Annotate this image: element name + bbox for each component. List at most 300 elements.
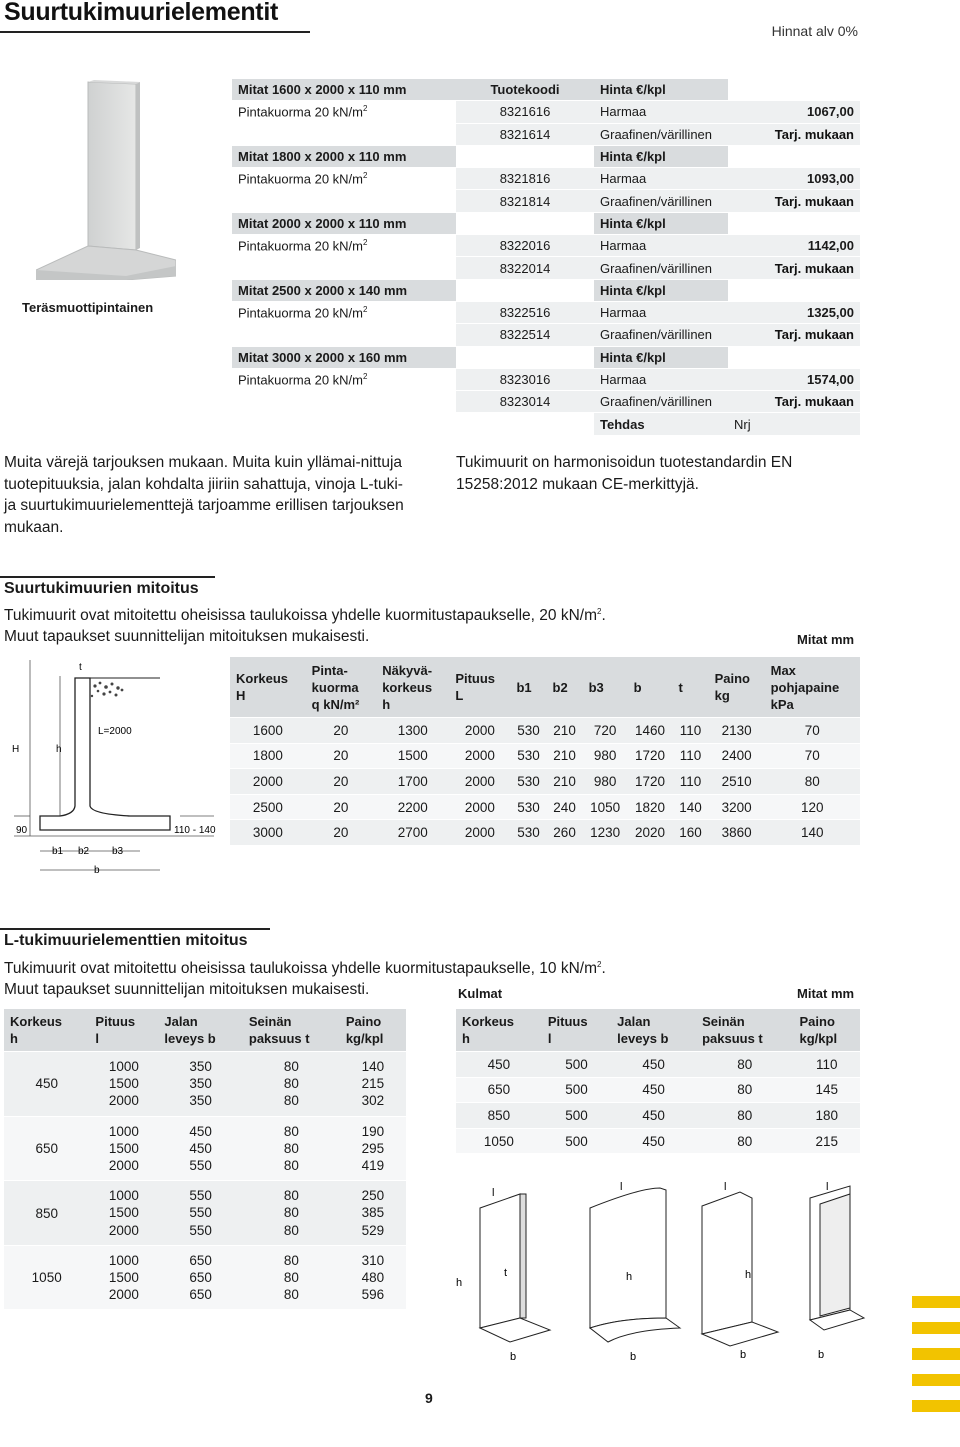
corner-cell: 500 (542, 1052, 611, 1077)
dim-cell: 20 (306, 820, 377, 845)
dim-header-line: kPa (770, 696, 794, 712)
diagram-label-t: t (79, 662, 82, 673)
dim-cell: 120 (765, 795, 860, 820)
l-value: 295 (361, 1140, 385, 1156)
l-value: 450 (189, 1123, 212, 1139)
sketch1-l: l (492, 1187, 495, 1199)
l-header-cell (4, 1009, 89, 1051)
sketch3-b: b (740, 1349, 747, 1360)
product-price: Tarj. mukaan (728, 324, 860, 345)
dim-cell: 1300 (376, 718, 449, 743)
l-header-line: h (462, 1031, 470, 1046)
l-stack-cell (340, 1052, 406, 1116)
cross-section-diagram (0, 656, 225, 881)
dim-header-cell (709, 657, 765, 717)
sketch4-l: l (826, 1181, 829, 1193)
l-value: 80 (283, 1093, 299, 1109)
dim-cell: 260 (547, 820, 583, 845)
l-value: 80 (283, 1076, 299, 1092)
product-price: Tarj. mukaan (728, 257, 860, 278)
dimension-table (230, 656, 860, 846)
dim-header-cell (376, 657, 449, 717)
dim-cell: 110 (673, 769, 709, 794)
diagram-label-b1: b1 (52, 846, 64, 857)
product-code: 8321816 (456, 168, 594, 189)
dim-header-cell (510, 657, 546, 717)
dim-cell: 2000 (230, 769, 306, 794)
diagram-label-b3: b3 (112, 846, 124, 857)
dim-header-line: b (633, 679, 642, 695)
l-section-text (4, 954, 606, 1000)
corner-cell: 80 (696, 1078, 793, 1103)
load-sup: 2 (363, 371, 368, 381)
price-group-header (232, 280, 860, 301)
l-value: 1000 (108, 1188, 139, 1204)
load-label (232, 168, 456, 189)
code-header (456, 280, 594, 301)
dim-header-cell (628, 657, 673, 717)
dim-cell: 80 (765, 769, 860, 794)
l-value: 480 (361, 1270, 385, 1286)
price-row (232, 235, 860, 256)
dim-header-line: t (678, 679, 683, 695)
dim-row (230, 744, 860, 769)
price-row (232, 324, 860, 345)
l-header-line: Pituus (547, 1014, 588, 1029)
corner-cell: 80 (696, 1103, 793, 1128)
price-row (232, 168, 860, 189)
product-code: 8321814 (456, 190, 594, 211)
dim-header-line: Max (770, 662, 796, 678)
l-header-cell (611, 1009, 696, 1051)
dim-cell: 3000 (230, 820, 306, 845)
price-row (232, 124, 860, 145)
dim-cell: 160 (673, 820, 709, 845)
price-group-header (232, 213, 860, 234)
l-value: 1000 (108, 1252, 139, 1268)
l-header-line: Paino (345, 1014, 382, 1029)
l-row (4, 1052, 406, 1116)
l-value: 385 (361, 1205, 385, 1221)
l-header-line: paksuus t (248, 1031, 310, 1046)
diagram-label-L: L=2000 (98, 726, 132, 737)
price-header-blank (728, 146, 860, 167)
price-row (232, 190, 860, 211)
dim-header-cell (673, 657, 709, 717)
l-text-line2: Muut tapaukset suunnittelijan mitoituksen mukaisesti. (4, 981, 370, 999)
dim-cell: 530 (510, 820, 546, 845)
dim-cell: 2510 (709, 769, 765, 794)
diagram-label-H: H (12, 744, 20, 755)
diagram-left-dim: 90 (16, 825, 28, 836)
dim-row (230, 795, 860, 820)
l-height: 850 (4, 1181, 89, 1245)
product-price: Tarj. mukaan (728, 190, 860, 211)
product-type: Graafinen/värillinen (594, 190, 728, 211)
l-header-line: Pituus (95, 1014, 136, 1029)
price-header-blank (728, 280, 860, 301)
product-type: Harmaa (594, 168, 728, 189)
product-price: Tarj. mukaan (728, 391, 860, 412)
dim-cell: 3200 (709, 795, 765, 820)
load-label (232, 124, 456, 145)
l-header-line: Korkeus (462, 1014, 515, 1029)
sketch3-l: l (724, 1181, 727, 1193)
sketch3-h: h (745, 1269, 752, 1281)
dim-header-cell (306, 657, 377, 717)
dim-header-line: h (382, 696, 391, 712)
l-value: 550 (189, 1158, 212, 1174)
product-code: 8321614 (456, 124, 594, 145)
sketch1-b: b (510, 1351, 517, 1360)
l-text-line1: Tukimuurit ovat mitoitettu oheisissa taulukoissa yhdelle kuormitustapaukselle, 10 kN/m (4, 960, 597, 978)
l-value: 550 (189, 1222, 212, 1238)
l-header-line: kg/kpl (799, 1031, 838, 1046)
product-price: 1067,00 (728, 101, 860, 122)
l-stack-cell (340, 1181, 406, 1245)
dim-cell: 2000 (449, 718, 510, 743)
dim-cell: 530 (510, 795, 546, 820)
dim-cell: 210 (547, 744, 583, 769)
dim-cell: 110 (673, 718, 709, 743)
dim-cell: 70 (765, 718, 860, 743)
dim-cell: 2020 (628, 820, 673, 845)
dim-cell: 110 (673, 744, 709, 769)
footer-blank (456, 413, 594, 434)
l-header-cell (158, 1009, 242, 1051)
l-value: 80 (283, 1188, 299, 1204)
l-value: 302 (361, 1093, 385, 1109)
dim-cell: 2000 (449, 744, 510, 769)
price-row (232, 369, 860, 390)
load-text: Pintakuorma 20 kN/m (238, 171, 363, 187)
price-row (232, 302, 860, 323)
corner-cell: 650 (456, 1078, 542, 1103)
l-value: 140 (361, 1059, 385, 1074)
size-label: Mitat 1800 x 2000 x 110 mm (232, 146, 456, 167)
size-label: Mitat 3000 x 2000 x 160 mm (232, 347, 456, 368)
footer-blank (232, 413, 456, 434)
price-row (232, 101, 860, 122)
dim-header-line: pohjapaine (770, 679, 840, 695)
dim-header-line: Korkeus (236, 671, 289, 686)
l-header-line: l (547, 1031, 552, 1046)
dim-header-line: b1 (516, 679, 532, 695)
dim-cell: 140 (765, 820, 860, 845)
accent-stripe (912, 1400, 960, 1412)
l-header-cell (243, 1009, 340, 1051)
dim-cell: 530 (510, 744, 546, 769)
l-height: 650 (4, 1117, 89, 1181)
l-table (4, 1008, 406, 1310)
corner-row (456, 1129, 860, 1154)
l-height: 450 (4, 1052, 89, 1116)
load-label (232, 324, 456, 345)
dim-unit-label: Mitat mm (797, 632, 855, 647)
l-value: 80 (283, 1252, 299, 1268)
dim-header-line: Näkyvä- (382, 662, 433, 678)
dim-cell: 2000 (449, 769, 510, 794)
load-label (232, 302, 456, 323)
corner-cell: 180 (794, 1103, 861, 1128)
dim-cell: 980 (583, 744, 628, 769)
price-header: Hinta €/kpl (594, 347, 728, 368)
l-value: 80 (283, 1140, 299, 1156)
code-header (456, 213, 594, 234)
l-header-cell (456, 1009, 542, 1051)
dim-header-cell (547, 657, 583, 717)
sketch2-l: l (620, 1181, 623, 1193)
code-header: Tuotekoodi (456, 79, 594, 100)
product-type: Harmaa (594, 369, 728, 390)
size-label: Mitat 2500 x 2000 x 140 mm (232, 280, 456, 301)
dim-header-line: H (236, 688, 246, 703)
load-label (232, 101, 456, 122)
l-header-line: Korkeus (10, 1014, 63, 1029)
factory-label: Tehdas (594, 413, 728, 434)
corner-row (456, 1078, 860, 1103)
l-stack-cell (89, 1052, 158, 1116)
dim-cell: 20 (306, 718, 377, 743)
l-value: 1500 (108, 1270, 139, 1286)
corner-row (456, 1052, 860, 1077)
l-value: 350 (189, 1093, 212, 1109)
dim-cell: 1720 (628, 769, 673, 794)
product-price: 1325,00 (728, 302, 860, 323)
l-value: 450 (189, 1140, 212, 1156)
sketch1-t: t (504, 1267, 508, 1279)
dim-cell: 20 (306, 795, 377, 820)
dim-cell: 1500 (376, 744, 449, 769)
dim-cell: 1460 (628, 718, 673, 743)
l-value: 215 (361, 1076, 385, 1092)
l-stack-cell (340, 1117, 406, 1181)
dim-header-line: Paino (714, 671, 750, 686)
dim-cell: 530 (510, 718, 546, 743)
l-text-end: . (601, 960, 606, 978)
product-type: Harmaa (594, 101, 728, 122)
dim-cell: 1820 (628, 795, 673, 820)
price-header: Hinta €/kpl (594, 213, 728, 234)
l-value: 310 (361, 1252, 385, 1268)
load-label (232, 235, 456, 256)
dim-header-line: b2 (552, 679, 568, 695)
accent-stripe (912, 1296, 960, 1308)
price-group-header (232, 347, 860, 368)
l-header-line: Jalan (164, 1014, 198, 1029)
price-header-blank (728, 79, 860, 100)
product-type: Harmaa (594, 302, 728, 323)
corner-cell: 450 (611, 1129, 696, 1154)
price-header: Hinta €/kpl (594, 146, 728, 167)
l-value: 2000 (108, 1222, 139, 1238)
dim-cell: 720 (583, 718, 628, 743)
product-type: Graafinen/värillinen (594, 257, 728, 278)
l-stack-cell (158, 1052, 242, 1116)
corner-cell: 450 (611, 1078, 696, 1103)
l-header-line: leveys b (164, 1031, 216, 1046)
l-value: 2000 (108, 1158, 139, 1174)
corner-cell: 215 (794, 1129, 861, 1154)
l-header-line: Seinän (702, 1014, 745, 1029)
l-header-line: kg/kpl (345, 1031, 384, 1046)
dim-cell: 210 (547, 769, 583, 794)
l-value: 190 (361, 1123, 385, 1139)
l-header-line: Jalan (617, 1014, 651, 1029)
accent-stripe (912, 1348, 960, 1360)
corner-cell: 145 (794, 1078, 861, 1103)
accent-stripe (912, 1322, 960, 1334)
l-stack-cell (158, 1117, 242, 1181)
price-row (232, 391, 860, 412)
l-value: 80 (283, 1059, 299, 1074)
sketch1-h: h (456, 1277, 463, 1289)
l-header-line: l (95, 1031, 100, 1046)
dim-cell: 1230 (583, 820, 628, 845)
dim-cell: 2130 (709, 718, 765, 743)
product-photo (36, 80, 176, 280)
l-value: 80 (283, 1287, 299, 1303)
l-stack-cell (89, 1181, 158, 1245)
dim-section-rule (0, 576, 215, 578)
dim-cell: 3860 (709, 820, 765, 845)
l-value: 550 (189, 1188, 212, 1204)
l-header-cell (696, 1009, 793, 1051)
dim-header-cell (230, 657, 306, 717)
product-code: 8323014 (456, 391, 594, 412)
l-stack-cell (158, 1181, 242, 1245)
load-text: Pintakuorma 20 kN/m (238, 305, 363, 321)
product-price: Tarj. mukaan (728, 124, 860, 145)
dim-cell: 240 (547, 795, 583, 820)
page-number: 9 (425, 1390, 433, 1406)
l-header-cell (794, 1009, 861, 1051)
corner-cell: 80 (696, 1052, 793, 1077)
load-sup: 2 (363, 238, 368, 248)
load-label (232, 257, 456, 278)
corner-cell: 850 (456, 1103, 542, 1128)
dim-cell: 1720 (628, 744, 673, 769)
l-stack-cell (158, 1246, 242, 1310)
price-group-header (232, 79, 860, 100)
l-value: 250 (361, 1188, 385, 1204)
code-header (456, 347, 594, 368)
sketch2-b: b (630, 1351, 637, 1360)
l-value: 550 (189, 1205, 212, 1221)
price-row (232, 257, 860, 278)
price-note: Hinnat alv 0% (771, 23, 858, 39)
dim-cell: 2000 (449, 795, 510, 820)
dim-header-line: Pinta- (311, 662, 348, 678)
l-value: 350 (189, 1076, 212, 1092)
l-header-cell (542, 1009, 611, 1051)
corner-table (456, 1008, 860, 1154)
l-stack-cell (89, 1246, 158, 1310)
l-value: 1500 (108, 1140, 139, 1156)
dim-cell: 1600 (230, 718, 306, 743)
dim-cell: 2200 (376, 795, 449, 820)
l-text-sup: 2 (597, 960, 602, 969)
dim-header-line: b3 (588, 679, 604, 695)
price-header: Hinta €/kpl (594, 280, 728, 301)
l-value: 650 (189, 1287, 212, 1303)
price-footer-row (232, 413, 860, 434)
dim-cell: 980 (583, 769, 628, 794)
dim-header-line: L (455, 688, 464, 703)
l-value: 596 (361, 1287, 385, 1303)
sketch2-h: h (626, 1271, 633, 1283)
diagram-right-dim: 110 - 140 (174, 825, 216, 836)
dim-text-sup: 2 (597, 607, 602, 616)
load-label (232, 369, 456, 390)
l-header-line: leveys b (617, 1031, 669, 1046)
dim-header-line: Pituus (455, 671, 496, 686)
dim-cell: 20 (306, 744, 377, 769)
load-text: Pintakuorma 20 kN/m (238, 104, 363, 120)
product-price: 1142,00 (728, 235, 860, 256)
load-label (232, 190, 456, 211)
corner-cell: 450 (611, 1103, 696, 1128)
dim-header-line: korkeus (382, 679, 433, 695)
l-value: 1000 (108, 1123, 139, 1139)
corners-label: Kulmat (458, 986, 503, 1001)
product-type: Graafinen/värillinen (594, 391, 728, 412)
l-section-title: L-tukimuurielementtien mitoitus (4, 932, 248, 949)
diagram-label-h: h (56, 744, 62, 755)
l-value: 529 (361, 1222, 385, 1238)
dim-cell: 2400 (709, 744, 765, 769)
dim-cell: 530 (510, 769, 546, 794)
dim-cell: 20 (306, 769, 377, 794)
diagram-label-b: b (94, 865, 100, 876)
l-value: 350 (189, 1059, 212, 1074)
price-table (232, 78, 860, 436)
dim-header-line: kg (714, 688, 730, 703)
page-title: Suurtukimuurielementit (4, 0, 278, 26)
corner-cell: 80 (696, 1129, 793, 1154)
dim-header-line: kuorma (311, 679, 359, 695)
corner-cell: 500 (542, 1103, 611, 1128)
l-row (4, 1246, 406, 1310)
dim-cell: 140 (673, 795, 709, 820)
product-code: 8321616 (456, 101, 594, 122)
l-header-line: Seinän (248, 1014, 292, 1029)
product-type: Graafinen/värillinen (594, 124, 728, 145)
dim-text-line2: Muut tapaukset suunnittelijan mitoituksen mukaisesti. (4, 628, 370, 646)
l-header-cell (340, 1009, 406, 1051)
dim-text-end: . (601, 607, 606, 625)
l-stack-cell (340, 1246, 406, 1310)
product-code: 8322516 (456, 302, 594, 323)
price-group-header (232, 146, 860, 167)
product-code: 8322014 (456, 257, 594, 278)
product-code: 8322016 (456, 235, 594, 256)
l-stack-cell (243, 1181, 340, 1245)
dim-section-title: Suurtukimuurien mitoitus (4, 580, 199, 597)
corner-cell: 450 (611, 1052, 696, 1077)
dim-header-cell (583, 657, 628, 717)
product-code: 8323016 (456, 369, 594, 390)
corner-cell: 1050 (456, 1129, 542, 1154)
dim-header-line: q kN/m² (311, 696, 360, 712)
product-code: 8322514 (456, 324, 594, 345)
l-section-rule (0, 928, 270, 930)
l-value: 650 (189, 1252, 212, 1268)
size-label: Mitat 1600 x 2000 x 110 mm (232, 79, 456, 100)
dim-header-cell (449, 657, 510, 717)
product-price: 1093,00 (728, 168, 860, 189)
corner-cell: 500 (542, 1129, 611, 1154)
